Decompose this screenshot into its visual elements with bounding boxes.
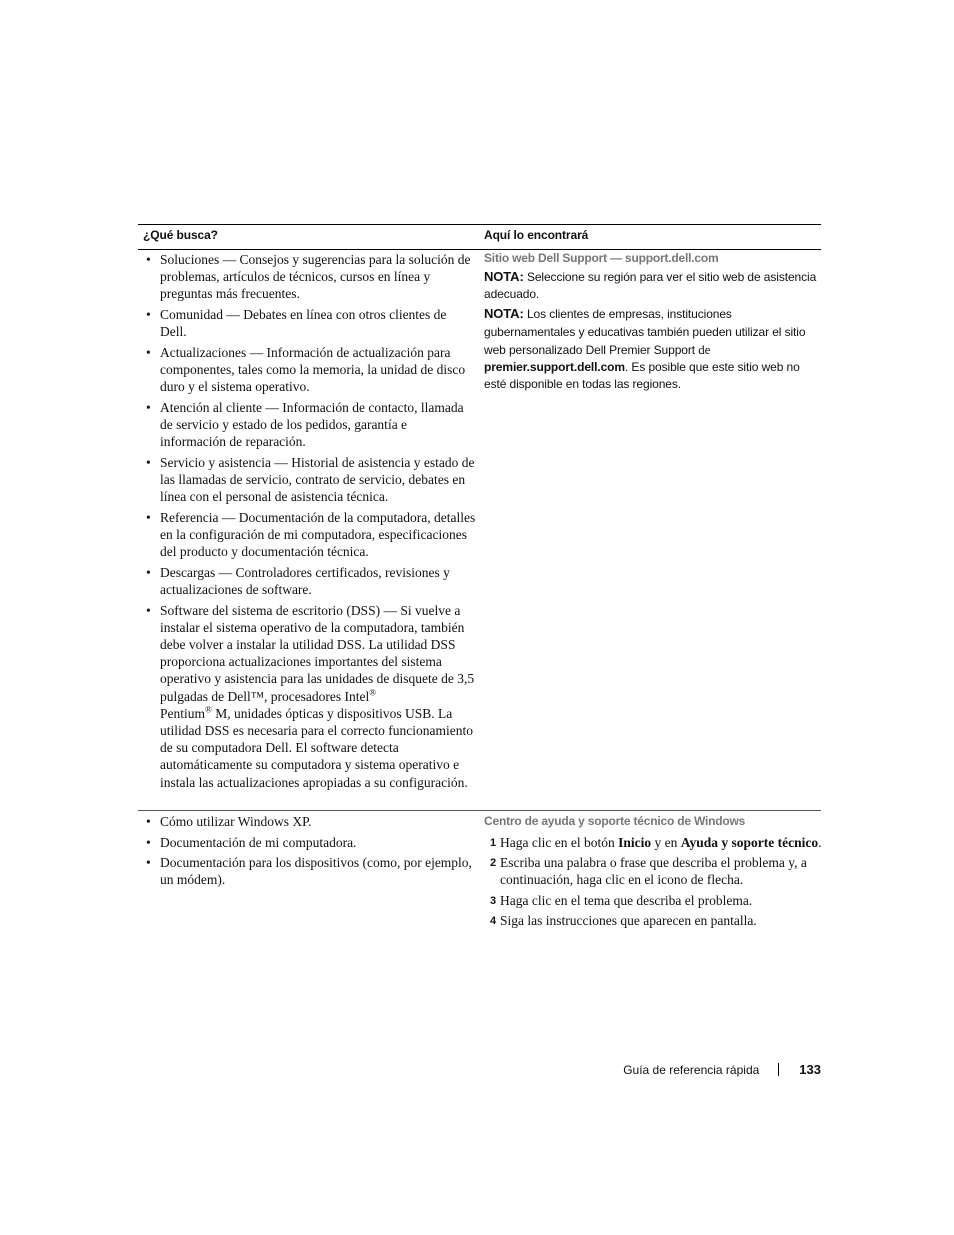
row-divider bbox=[138, 810, 821, 811]
list-item: • Referencia — Documentación de la computadora, detalles en la configuración de mi computadora, especificaciones del producto y documentación técnica. bbox=[160, 509, 476, 561]
row1-topics bbox=[160, 251, 476, 794]
row2-topics bbox=[160, 813, 476, 892]
footer-separator bbox=[778, 1063, 779, 1076]
row1-topic-list bbox=[160, 251, 476, 791]
note-premier: NOTA: Los clientes de empresas, instituciones gubernamentales y educativas también pueden utilizar el sitio web personalizado Dell Premier Support de premier.support.dell.com. Es posible que este sitio web no esté disponible en todas las regiones. bbox=[484, 306, 806, 392]
list-item: • Documentación para los dispositivos (como, por ejemplo, un módem). bbox=[160, 854, 476, 888]
header-bottom-rule bbox=[138, 249, 821, 250]
help-support-center-heading: Centro de ayuda y soporte técnico de Windows bbox=[484, 814, 746, 828]
list-item: • Atención al cliente — Información de contacto, llamada de servicio y estado de los pedidos, garantía e información de reparación. bbox=[160, 399, 476, 451]
list-item-dss: • Software del sistema de escritorio (DSS) — Si vuelve a instalar el sistema operativo de la computadora, también debe volver a instalar la utilidad DSS. La utilidad DSS proporciona actualizaciones importantes del sistema operativo y asistencia para las unidades de disquete de 3,5 pulgadas de Dell™, procesadores Intel® Pentium® M, unidades ópticas y dispositivos USB. La utilidad DSS es necesaria para el correcto funcionamiento de su computadora Dell. El software detecta automáticamente su computadora y sistema operativo e instala las actualizaciones apropiadas a su configuración. bbox=[160, 602, 476, 791]
help-steps bbox=[484, 834, 822, 929]
list-item: • Documentación de mi computadora. bbox=[160, 834, 476, 851]
list-item: • Descargas — Controladores certificados, revisiones y actualizaciones de software. bbox=[160, 564, 476, 598]
list-item: • Soluciones — Consejos y sugerencias para la solución de problemas, artículos de técnicos, cursos en línea y preguntas más frecuentes. bbox=[160, 251, 476, 303]
row2-topic-list bbox=[160, 813, 476, 889]
column-header-que-busca: ¿Qué busca? bbox=[143, 228, 218, 242]
step-4: 4 Siga las instrucciones que aparecen en pantalla. bbox=[490, 912, 757, 928]
list-item: • Comunidad — Debates en línea con otros clientes de Dell. bbox=[160, 306, 476, 340]
list-item: • Cómo utilizar Windows XP. bbox=[160, 813, 476, 830]
list-item: • Servicio y asistencia — Historial de asistencia y estado de las llamadas de servicio, contrato de servicio, debates en línea con el personal de asistencia técnica. bbox=[160, 454, 476, 506]
row1-resource bbox=[484, 251, 822, 393]
page-number: 133 bbox=[799, 1062, 821, 1077]
dell-support-site-heading: Sitio web Dell Support — support.dell.com bbox=[484, 251, 719, 265]
column-header-aqui-lo-encontrara: Aquí lo encontrará bbox=[484, 228, 589, 242]
step-3: 3 Haga clic en el tema que describa el problema. bbox=[490, 892, 753, 908]
step-2: 2 Escriba una palabra o frase que describa el problema y, a continuación, haga clic en el icono de flecha. bbox=[490, 855, 807, 888]
note-region: NOTA: Seleccione su región para ver el sitio web de asistencia adecuado. bbox=[484, 269, 817, 302]
table-top-rule bbox=[138, 224, 821, 225]
row2-resource bbox=[484, 814, 822, 932]
page-footer bbox=[623, 1062, 821, 1077]
step-1: 1 Haga clic en el botón Inicio y en Ayuda y soporte técnico. bbox=[490, 835, 822, 850]
footer-guide-title: Guía de referencia rápida bbox=[623, 1062, 760, 1077]
list-item: • Actualizaciones — Información de actualización para componentes, tales como la memoria, la unidad de disco duro y el sistema operativo. bbox=[160, 344, 476, 396]
